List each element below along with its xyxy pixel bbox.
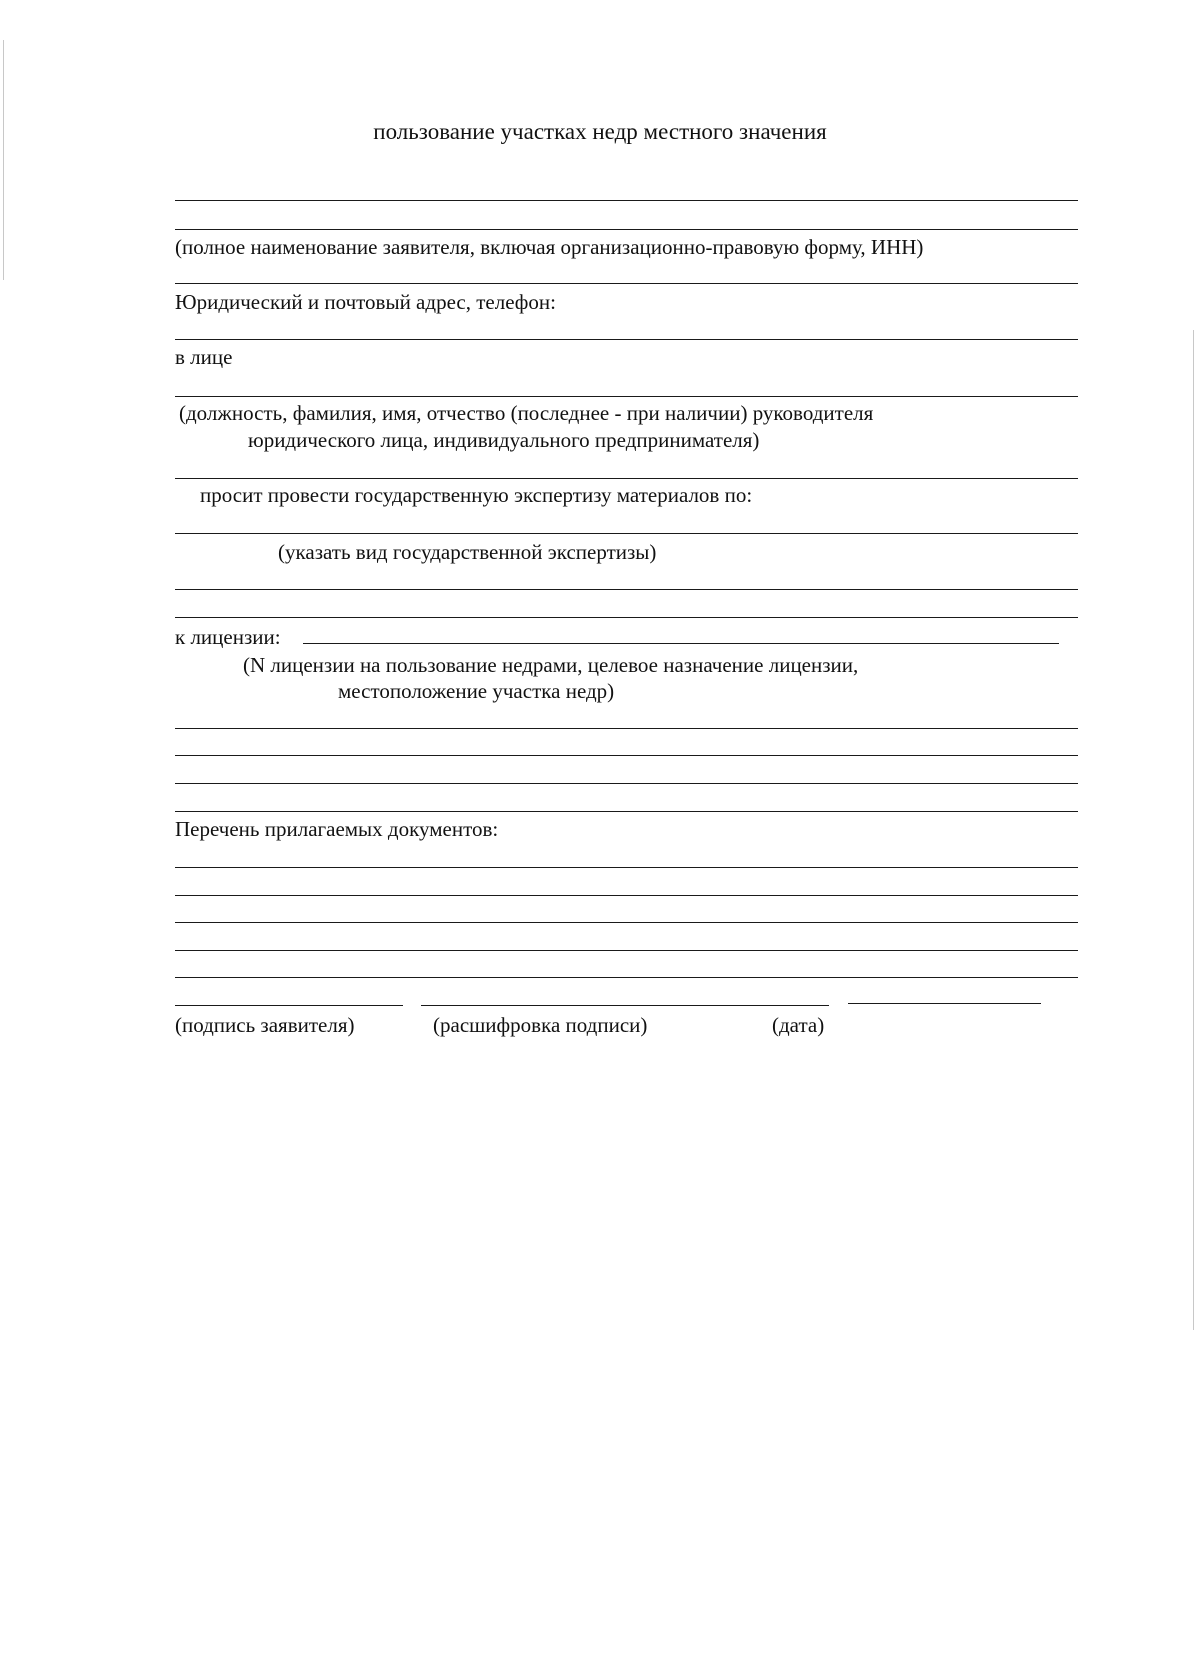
signature-decoding-caption: (расшифровка подписи)	[433, 1013, 648, 1037]
date-caption: (дата)	[772, 1013, 825, 1037]
signature-decoding-line[interactable]	[421, 1005, 829, 1006]
request-text: просит провести государственную экспертизу материалов по:	[200, 483, 753, 507]
address-label: Юридический и почтовый адрес, телефон:	[175, 290, 556, 314]
expertise-caption: (указать вид государственной экспертизы)	[278, 540, 657, 564]
representative-line[interactable]	[175, 396, 1078, 397]
license-number-line[interactable]	[303, 643, 1059, 644]
representative-caption-line1: (должность, фамилия, имя, отчество (последнее - при наличии) руководителя	[179, 401, 874, 425]
representative-line-2[interactable]	[175, 478, 1078, 479]
attachments-line-1[interactable]	[175, 867, 1078, 868]
attachments-label: Перечень прилагаемых документов:	[175, 817, 499, 841]
license-line-4[interactable]	[175, 811, 1078, 812]
signature-line[interactable]	[175, 1005, 403, 1006]
license-line-1[interactable]	[175, 728, 1078, 729]
representative-caption-line2: юридического лица, индивидуального предпринимателя)	[248, 428, 760, 452]
applicant-line-2[interactable]	[175, 229, 1078, 230]
license-caption-line2: местоположение участка недр)	[338, 679, 615, 703]
license-line-3[interactable]	[175, 783, 1078, 784]
license-caption-line1: (N лицензии на пользование недрами, целевое назначение лицензии,	[243, 653, 859, 677]
license-label: к лицензии:	[175, 625, 281, 649]
expertise-line-2[interactable]	[175, 589, 1078, 590]
attachments-line-2[interactable]	[175, 895, 1078, 896]
address-line[interactable]	[175, 339, 1078, 340]
scan-edge-right	[1193, 330, 1194, 1330]
scan-edge-left	[3, 40, 4, 280]
date-line[interactable]	[848, 1003, 1041, 1004]
applicant-line-1[interactable]	[175, 200, 1078, 201]
applicant-caption: (полное наименование заявителя, включая организационно-правовую форму, ИНН)	[175, 235, 924, 259]
attachments-line-5[interactable]	[175, 977, 1078, 978]
attachments-line-4[interactable]	[175, 950, 1078, 951]
applicant-line-3[interactable]	[175, 283, 1078, 284]
license-line-2[interactable]	[175, 755, 1078, 756]
signature-caption: (подпись заявителя)	[175, 1013, 355, 1037]
expertise-line[interactable]	[175, 533, 1078, 534]
page-title: пользование участках недр местного значения	[373, 119, 827, 144]
expertise-line-3[interactable]	[175, 617, 1078, 618]
attachments-line-3[interactable]	[175, 922, 1078, 923]
represented-by-label: в лице	[175, 345, 233, 369]
